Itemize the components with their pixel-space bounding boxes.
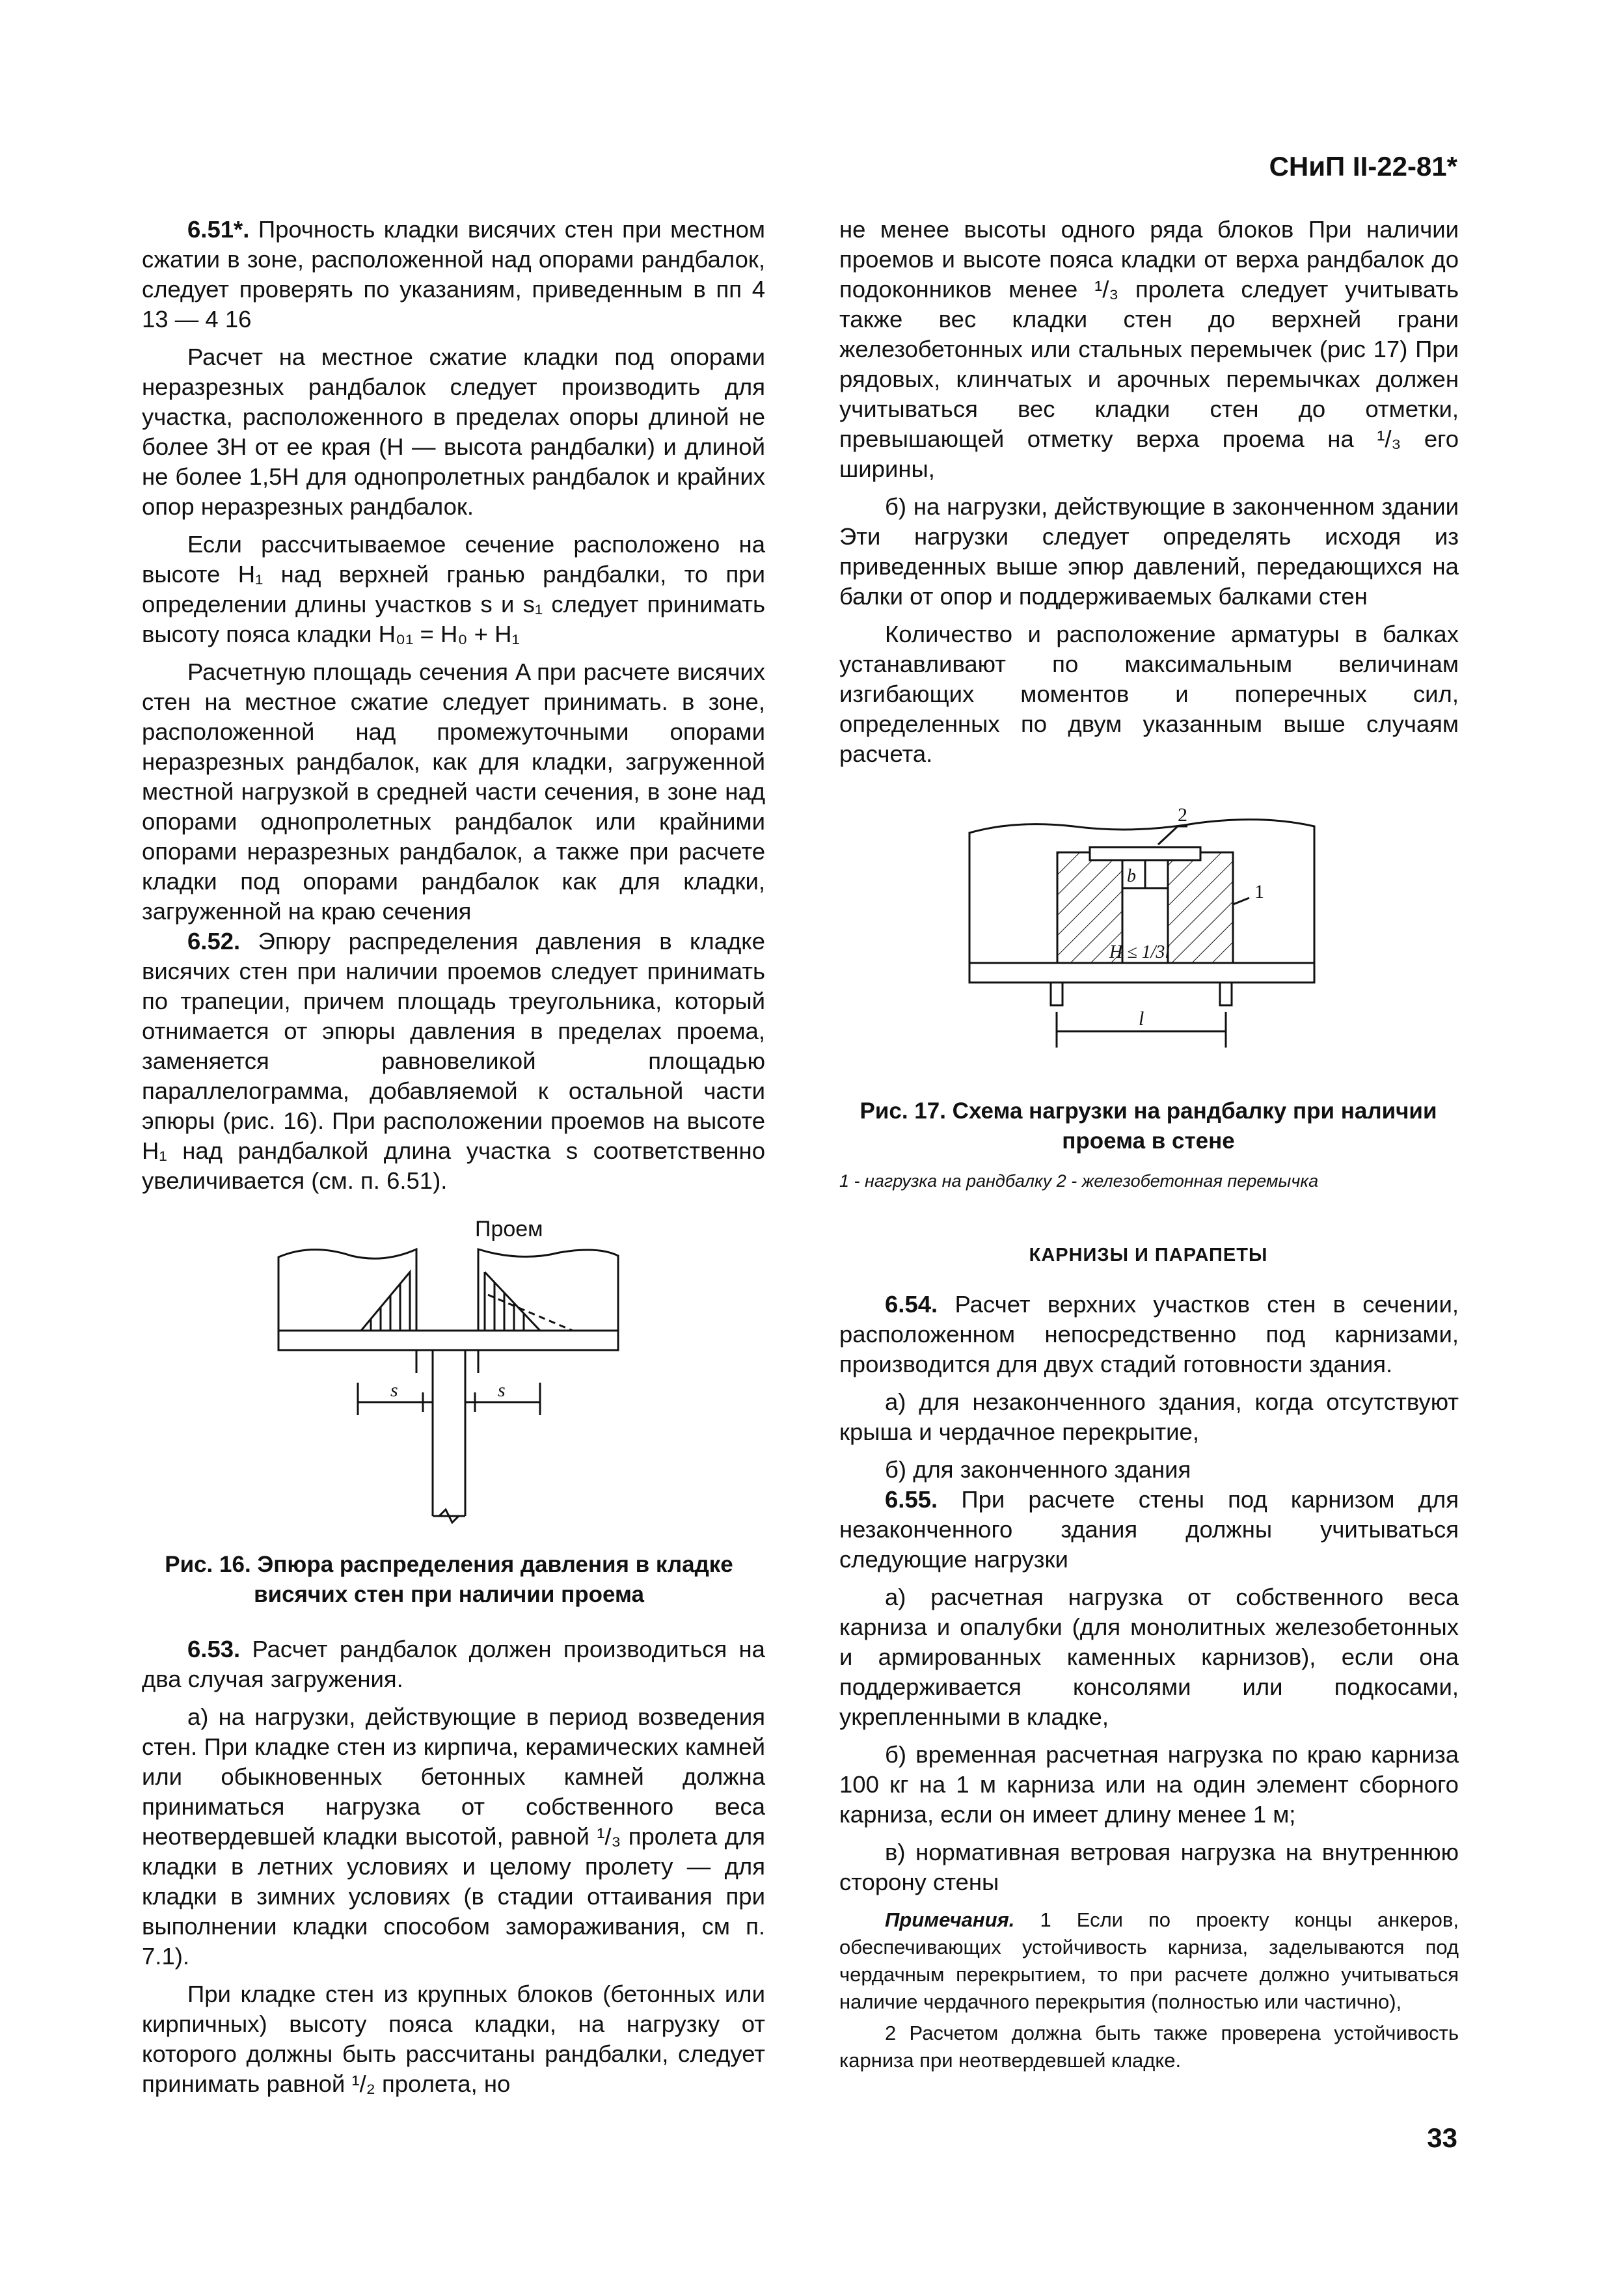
notes-label: Примечания. [885,1908,1015,1931]
figure-16-diagram [273,1217,625,1529]
figure-16-caption: Рис. 16. Эпюра распределения давления в кладке висячих стен при наличии проема [165,1552,733,1607]
paragraph: Расчетную площадь сечения A при расчете висячих стен на местное сжатие следует принимать. в зоне, расположенной над промежуточными опорами неразрезных рандбалок, как для кладки, загруженной местной нагрузкой в средней части сечения, в зоне над опорами однопролетных рандбалок или крайними опорами неразрезных рандбалок, а также при расчете кладки под опорами рандбалок как для кладки, загруженной на краю сечения [142,658,765,925]
note-1 [839,1906,1459,2016]
right-column-top [839,215,1459,769]
clause-number: 6.52. [187,928,241,955]
section-title: КАРНИЗЫ И ПАРАПЕТЫ [1029,1245,1268,1266]
document-code: СНиП II-22-81* [1269,151,1457,182]
label-h: H ≤ 1/3l [1109,942,1171,962]
paragraph-text: При расчете стены под карнизом для незаконченного здания должны учитываться следующие нагрузки [839,1486,1459,1573]
paragraph-6-51 [142,215,765,334]
note-text: 1 Если по проекту концы анкеров, обеспечивающих устойчивость карниза, заделываются под чердачным перекрытием, то при расчете должно учитываться наличие чердачного перекрытия (полностью или частично), [839,1908,1459,2013]
notes-block [839,1906,1459,2074]
paragraph: не менее высоты одного ряда блоков При наличии проемов и высоте пояса кладки от верха рандбалок до подоконников менее ¹/₃ пролета следует учитывать также вес кладки стен до верхней грани железобетонных или стальных перемычек (рис 17) При рядовых, клинчатых и арочных перемычках должен учитываться вес кладки стен до отметки, превышающей отметку верха проема на ¹/₃ его ширины, [839,216,1459,482]
label-b: b [1127,866,1136,886]
paragraph: Количество и расположение арматуры в балках устанавливают по максимальным величинам изгибающих моментов и поперечных сил, определенных по двум указанным выше случаям расчета. [839,621,1459,767]
paragraph: а) расчетная нагрузка от собственного веса карниза и опалубки (для монолитных железобетонных и армированных каменных карнизов), если она поддерживается консолями или подкосами, укрепленными в кладке, [839,1584,1459,1730]
note-2: 2 Расчетом должна быть также проверена устойчивость карниза при неотвердевшей кладке. [839,2022,1459,2072]
paragraph: а) для незаконченного здания, когда отсутствуют крыша и чердачное перекрытие, [839,1388,1459,1445]
paragraph: б) временная расчетная нагрузка по краю карниза 100 кг на 1 м карниза или на один элемент сборного карниза, если он имеет длину менее 1 м; [839,1741,1459,1828]
figure-17-diagram [963,807,1327,1080]
left-column-bottom [142,1634,765,2099]
clause-number: 6.53. [187,1636,241,1662]
clause-number: 6.54. [885,1291,938,1318]
paragraph: б) на нагрузки, действующие в законченном здании Эти нагрузки следует определять исходя из приведенных выше эпюр давлений, передающихся на балки от опор и поддерживаемых балками стен [839,493,1459,610]
opening-label: Проем [475,1217,543,1241]
clause-number: 6.51*. [187,216,250,243]
paragraph: в) нормативная ветровая нагрузка на внутреннюю сторону стены [839,1839,1459,1895]
right-column-bottom [839,1290,1459,1897]
paragraph: б) для законченного здания [885,1456,1191,1483]
paragraph-text: Расчет рандбалок должен производиться на два случая загружения. [142,1636,765,1692]
dimension-s-right: s [498,1379,506,1401]
paragraph-6-55 [839,1485,1459,1575]
paragraph-6-52 [142,927,765,1196]
paragraph-text: Эпюру распределения давления в кладке висячих стен при наличии проемов следует принимать по трапеции, причем площадь треугольника, который отнимается от эпюры давления в пределах проема, заменяется равновеликой площадью параллелограмма, добавляемой к остальной части эпюры (рис. 16). При расположении проемов на высоте H₁ над рандбалкой длина участка s соответственно увеличивается (см. п. 6.51). [142,928,765,1194]
paragraph-text: Прочность кладки висячих стен при местном сжатии в зоне, расположенной над опорами рандбалок, следует проверять по указаниям, приведенным в пп 4 13 — 4 16 [142,216,765,332]
paragraph: а) на нагрузки, действующие в период возведения стен. При кладке стен из кирпича, керамических камней или обыкновенных бетонных камней должна приниматься нагрузка от собственного веса неотвердевшей кладки высотой, равной ¹/₃ пролета для кладки в летних условиях и целому пролету — для кладки в зимних условиях (в стадии оттаивания при выполнении кладки способом замораживания, см п. 7.1). [142,1703,765,1970]
paragraph: Если рассчитываемое сечение расположено на высоте H₁ над верхней гранью рандбалки, то при определении длины участков s и s₁ следует принимать высоту пояса кладки H₀₁ = H₀ + H₁ [142,531,765,647]
page-number: 33 [1427,2122,1457,2153]
dimension-s-left: s [390,1379,398,1401]
label-1: 1 [1254,881,1264,902]
paragraph-6-53 [142,1634,765,1694]
label-2: 2 [1178,807,1187,826]
figure-17-caption: Рис. 17. Схема нагрузки на рандбалку при наличии проема в стене [859,1098,1437,1154]
paragraph-6-54 [839,1290,1459,1379]
label-l: l [1139,1008,1144,1029]
paragraph: При кладке стен из крупных блоков (бетонных или кирпичных) высоту пояса кладки, на нагрузку от которого должны быть рассчитаны рандбалки, следует принимать равной ¹/₂ пролета, но [142,1981,765,2097]
left-column-top [142,215,765,1196]
paragraph-text: Расчет верхних участков стен в сечении, расположенном непосредственно под карнизами, производится для двух стадий готовности здания. [839,1291,1459,1377]
figure-17-legend: 1 - нагрузка на рандбалку 2 - железобетонная перемычка [839,1171,1319,1191]
clause-number: 6.55. [885,1486,938,1513]
paragraph: Расчет на местное сжатие кладки под опорами неразрезных рандбалок следует производить для участка, расположенного в пределах опоры длиной не более 3H от ее края (H — высота рандбалки) и длиной не более 1,5H для однопролетных рандбалок и крайних опор неразрезных рандбалок. [142,344,765,520]
